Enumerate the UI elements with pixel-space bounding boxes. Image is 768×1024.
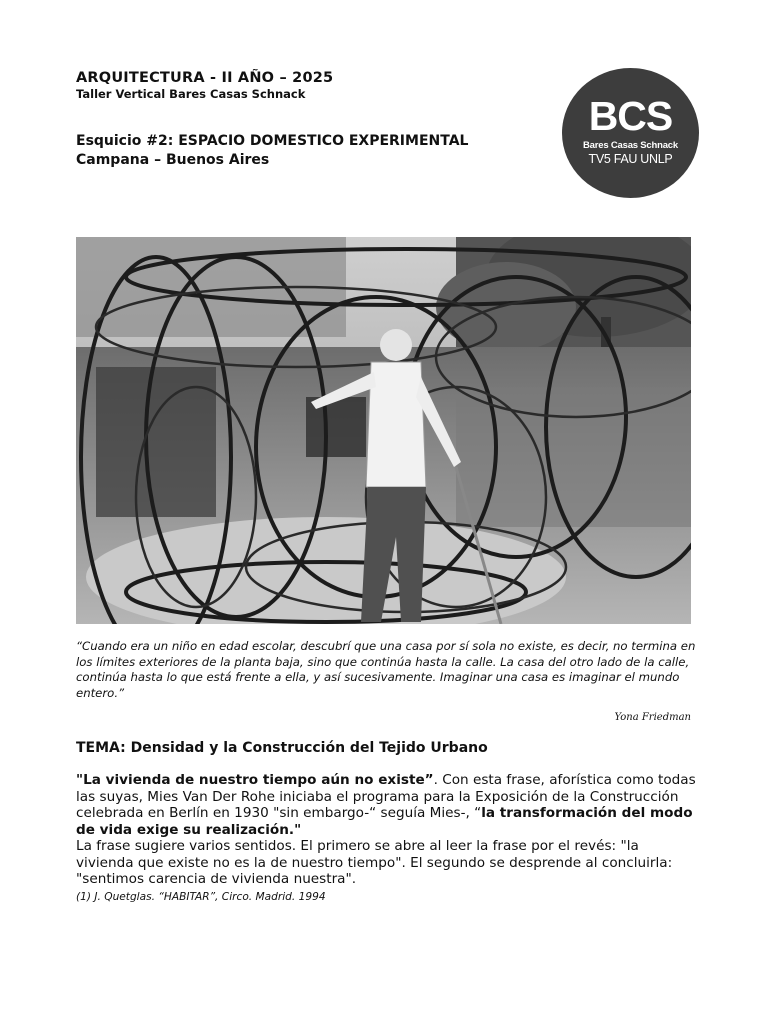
logo-unit: TV5 FAU UNLP: [588, 152, 673, 166]
body-bold-quote-2: la transformación del modo de vida exige su realización.": [76, 805, 693, 838]
photo-friedman-installation: [76, 237, 691, 624]
friedman-quote: “Cuando era un niño en edad escolar, descubrí que una casa por sí sola no existe, es decir, no termina en los límites exteriores de la planta baja, sino que continúa hasta la calle. La casa del otro lado de la calle, continúa hasta lo que está frente a ella, y así sucesivamente. Imaginar una casa es imaginar el mundo entero.”: [76, 639, 696, 700]
tema-heading: TEMA: Densidad y la Construcción del Tejido Urbano: [76, 740, 488, 756]
esquicio-title: Esquicio #2: ESPACIO DOMESTICO EXPERIMENTAL: [76, 133, 469, 149]
body-text-1: . Con esta frase, aforística como todas las suyas, Mies Van Der Rohe iniciaba el programa para la Exposición de la Construcción celebrada en Berlín en 1930 "sin embargo-“ seguía Mies-, “: [76, 772, 696, 821]
course-title: ARQUITECTURA - II AÑO – 2025: [76, 70, 334, 86]
body-bold-quote: "La vivienda de nuestro tiempo aún no existe”: [76, 772, 434, 788]
body-text-2: La frase sugiere varios sentidos. El primero se abre al leer la frase por el revés: "la vivienda que existe no es la de nuestro tiempo". El segundo se desprende al concluirla: "sentimos carencia de vivienda nuestra".: [76, 838, 673, 887]
course-subtitle: Taller Vertical Bares Casas Schnack: [76, 87, 306, 101]
bcs-logo: [562, 68, 699, 198]
body-text: [76, 772, 700, 904]
esquicio-location: Campana – Buenos Aires: [76, 152, 270, 168]
quote-author: Yona Friedman: [614, 712, 691, 723]
footnote: (1) J. Quetglas. “HABITAR”, Circo. Madrid. 1994: [76, 890, 326, 903]
logo-name: Bares Casas Schnack: [583, 140, 678, 151]
logo-acronym: BCS: [588, 93, 673, 139]
